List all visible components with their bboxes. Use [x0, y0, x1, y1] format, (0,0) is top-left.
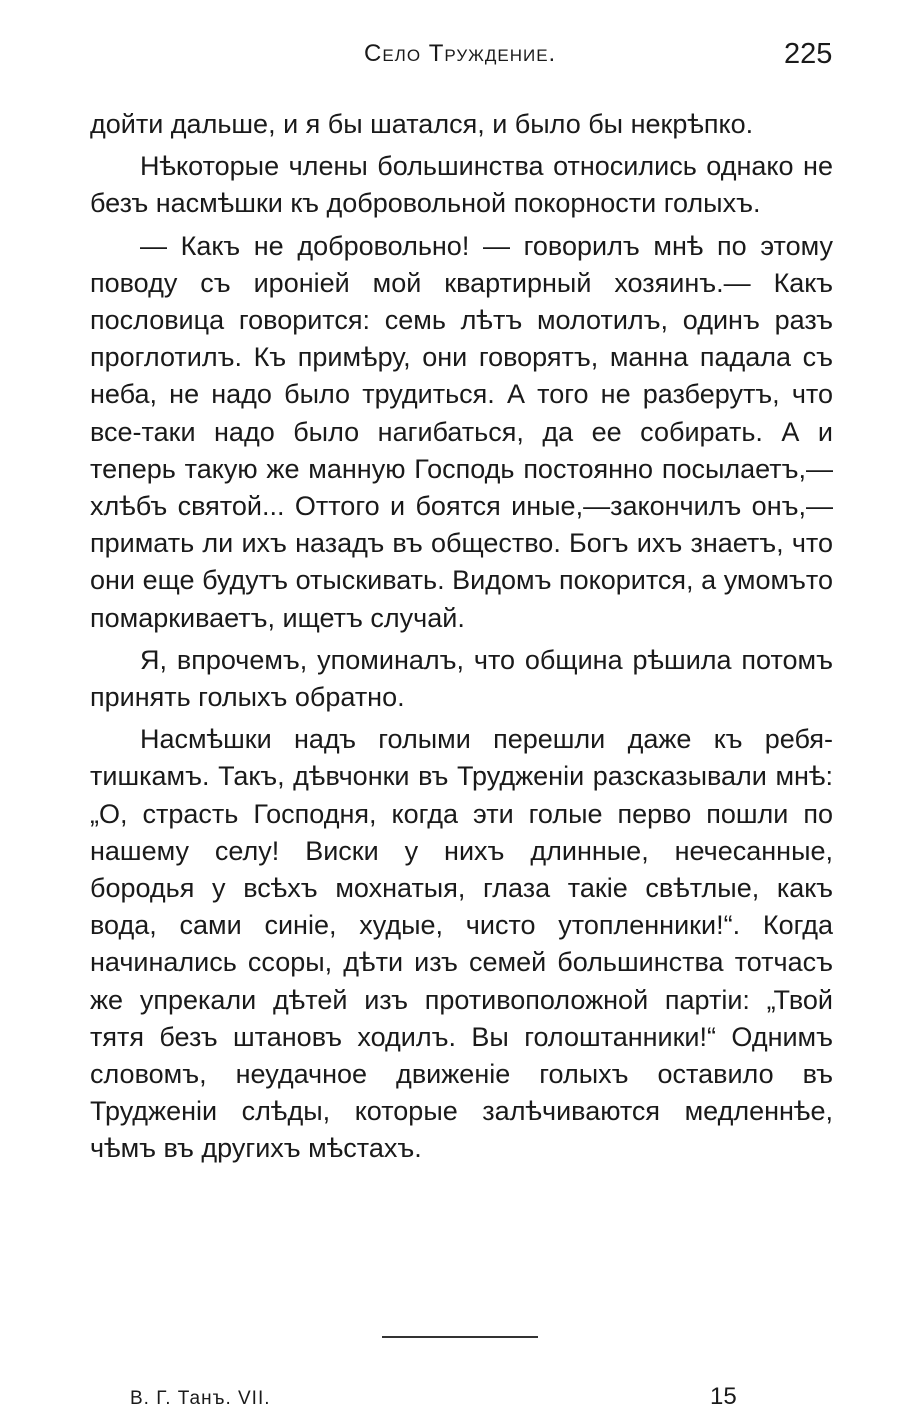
page-number: 225	[784, 38, 833, 70]
sheet-number: 15	[710, 1383, 737, 1410]
paragraph: Насмѣшки надъ голыми перешли даже къ ребятишкамъ. Такъ, дѣвчонки въ Трудженіи разсказывали мнѣ: „О, страсть Господня, когда эти голые перво пошли по нашему селу! Виски у нихъ длинные, нечесанные, бородья у всѣхъ мохнатыя, глаза такіе свѣтлые, какъ вода, сами синіе, худые, чисто утопленники!“. Когда начинались ссоры, дѣти изъ семей большинства тотчасъ же упрекали дѣтей изъ противоположной партіи: „Твой тятя безъ штановъ ходилъ. Вы голоштанники!“ Однимъ словомъ, неудачное движеніе голыхъ оставило въ Трудженіи слѣды, которые залѣчиваются медленнѣе, чѣмъ въ другихъ мѣстахъ.	[90, 724, 833, 1164]
paragraph: Я, впрочемъ, упоминалъ, что община рѣшила потомъ принять голыхъ обратно.	[90, 644, 833, 713]
body-text	[90, 106, 833, 1173]
paragraph: Нѣкоторые члены большинства относились однако не безъ насмѣшки къ добровольной покорности голыхъ.	[90, 151, 833, 219]
running-title: Село Труждение.	[364, 40, 557, 67]
paragraph: — Какъ не добровольно! — говорилъ мнѣ по этому поводу съ ироніей мой квартирный хозяинъ.— Какъ пословица говорится: семь лѣтъ молотилъ, одинъ разъ проглотилъ. Къ примѣру, они говорятъ, манна падала съ неба, не надо было трудиться. А того не разберутъ, что все-таки надо было нагибаться, да ее собирать. А и теперь такую же манную Господь постоянно посылаетъ,—хлѣбъ святой... Оттого и боятся иные,—закончилъ онъ,—примать ли ихъ назадъ въ общество. Богъ ихъ знаетъ, что они еще будутъ отыскивать. Видомъ покорится, а умомъто помаркиваетъ, ищетъ случай.	[90, 230, 833, 633]
paragraph-continuation: дойти дальше, и я бы шатался, и было бы некрѣпко.	[90, 109, 754, 139]
footer-separator-rule	[382, 1336, 538, 1338]
printer-signature-mark: В. Г. Танъ. VII.	[130, 1388, 271, 1409]
